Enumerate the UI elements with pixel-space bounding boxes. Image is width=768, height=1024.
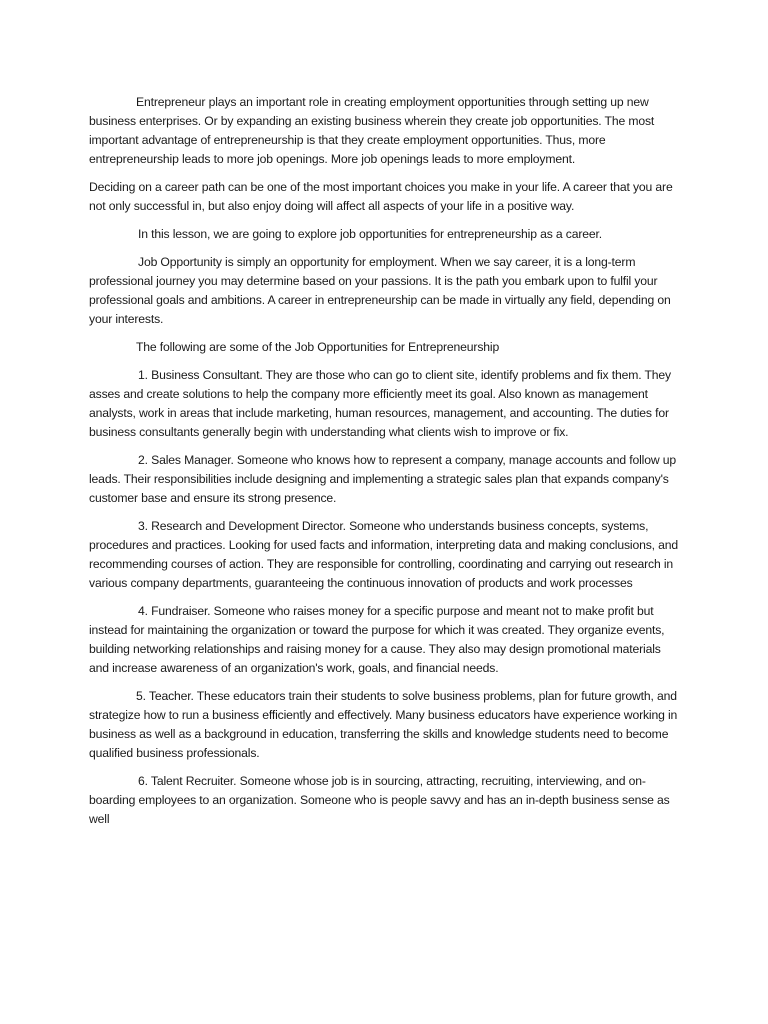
list-item-business-consultant: 1. Business Consultant. They are those who can go to client site, identify problems and fix them. They asses and create solutions to help the company more efficiently meet its goal. Also known as management analysts, work in areas that include marketing, human resources, management, and accounting. The duties for business consultants generally begin with understanding what clients wish to improve or fix. bbox=[89, 368, 671, 439]
list-item-talent-recruiter: 6. Talent Recruiter. Someone whose job is in sourcing, attracting, recruiting, interviewing, and on-boarding employees to an organization. Someone who is people savvy and has an in-depth business sense as well bbox=[89, 774, 670, 826]
career-path-paragraph: Deciding on a career path can be one of the most important choices you make in your life. A career that you are not only successful in, but also enjoy doing will affect all aspects of your life in a positive way. bbox=[89, 180, 673, 213]
list-item-rd-director: 3. Research and Development Director. Someone who understands business concepts, systems, procedures and practices. Looking for used facts and information, interpreting data and making conclusions, and recommending courses of action. They are responsible for controlling, coordinating and carrying out research in various company departments, guaranteeing the continuous innovation of products and work processes bbox=[89, 519, 679, 590]
lesson-paragraph: In this lesson, we are going to explore job opportunities for entrepreneurship as a career. bbox=[138, 227, 602, 241]
intro-paragraph: Entrepreneur plays an important role in creating employment opportunities through setting up new business enterprises. Or by expanding an existing business wherein they create job opportunities. The most important advantage of entrepreneurship is that they create employment opportunities. Thus, more entrepreneurship leads to more job openings. More job openings leads to more employment. bbox=[89, 95, 655, 166]
list-item-teacher: 5. Teacher. These educators train their students to solve business problems, plan for future growth, and strategize how to run a business efficiently and effectively. Many business educators have experience working in business as well as a background in education, transferring the skills and knowledge students need to become qualified business professionals. bbox=[89, 689, 678, 760]
list-intro: The following are some of the Job Opportunities for Entrepreneurship bbox=[136, 340, 500, 354]
job-opportunity-paragraph: Job Opportunity is simply an opportunity for employment. When we say career, it is a long-term professional journey you may determine based on your passions. It is the path you embark upon to fulfil your professional goals and ambitions. A career in entrepreneurship can be made in virtually any field, depending on your interests. bbox=[89, 255, 671, 326]
list-item-sales-manager: 2. Sales Manager. Someone who knows how to represent a company, manage accounts and follow up leads. Their responsibilities include designing and implementing a strategic sales plan that expands company's customer base and ensure its strong presence. bbox=[89, 453, 676, 505]
document-page bbox=[89, 93, 679, 838]
list-item-fundraiser: 4. Fundraiser. Someone who raises money for a specific purpose and meant not to make profit but instead for maintaining the organization or toward the purpose for which it was created. They organize events, building networking relationships and raising money for a cause. They also may design promotional materials and increase awareness of an organization's work, goals, and financial needs. bbox=[89, 604, 665, 675]
